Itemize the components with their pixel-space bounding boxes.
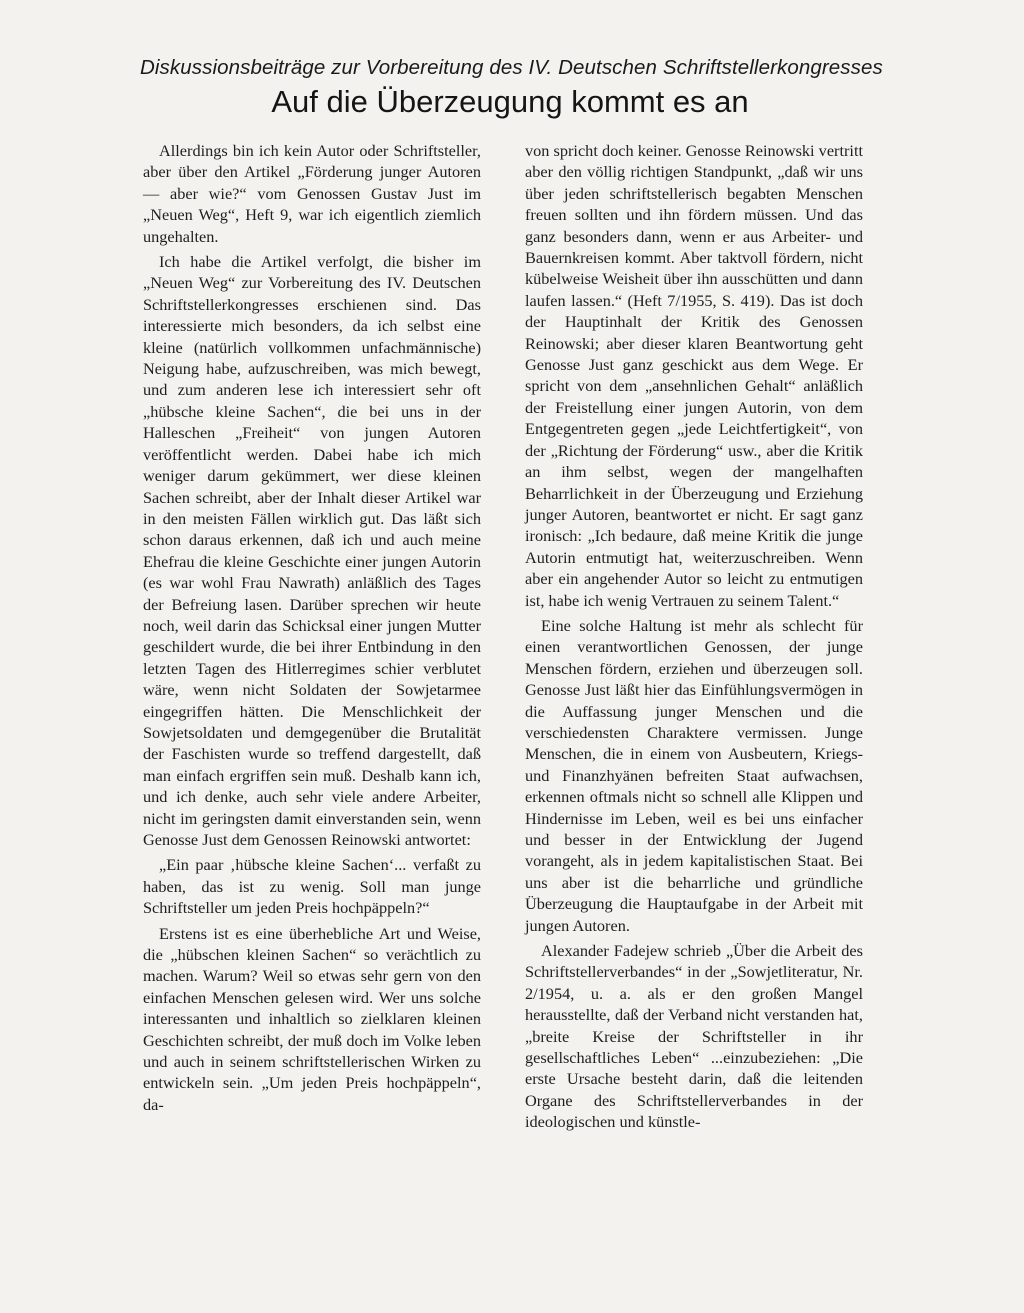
paragraph: Erstens ist es eine überhebliche Art und Weise, die „hübschen kleinen Sachen“ so verächtlich zu machen. Warum? Weil so etwas sehr gern von den einfachen Menschen gelesen wird. Wer uns solche interessanten und inhaltlich so zielklaren kleinen Geschichten schreibt, der muß doch im Volke leben und auch in seinem schriftstellerischen Wirken zu entwickeln sein. „Um jeden Preis hochpäppeln“, da- [143, 923, 481, 1114]
paragraph: Ich habe die Artikel verfolgt, die bisher im „Neuen Weg“ zur Vorbereitung des IV. Deutschen Schriftstellerkongresses erschienen sind. Das interessierte mich besonders, da ich selbst eine kleine (natürlich vollkommen unfachmännische) Neigung habe, aufzuschreiben, was mich bewegt, und zum anderen lese ich interessiert sehr oft „hübsche kleine Sachen“, die bei uns in der Halleschen „Freiheit“ von jungen Autoren veröffentlicht werden. Dabei habe ich mich weniger darum gekümmert, wer diese kleinen Sachen schreibt, aber der Inhalt dieser Artikel war in den meisten Fällen wirklich gut. Das läßt sich schon daraus erkennen, daß ich und auch meine Ehefrau die kleine Geschichte einer jungen Autorin (es war wohl Frau Nawrath) anläßlich des Tages der Befreiung lasen. Darüber sprechen wir heute noch, weil darin das Schicksal einer jungen Mutter geschildert wurde, die bei ihrer Entbindung in den letzten Tagen des Hitlerregimes schier verblutet wäre, wenn nicht Soldaten der Sowjetarmee eingegriffen hätten. Die Menschlichkeit der Sowjetsoldaten und demgegenüber die Brutalität der Faschisten wurde so treffend dargestellt, daß man einfach ergriffen sein muß. Deshalb kann ich, und ich denke, auch sehr viele andere Arbeiter, nicht im geringsten damit einverstanden sein, wenn Genosse Just dem Genossen Reinowski antwortet: [143, 252, 481, 849]
paragraph: Eine solche Haltung ist mehr als schlecht für einen verantwortlichen Genossen, der junge Menschen fördern, erziehen und überzeugen soll. Genosse Just läßt hier das Einfühlungsvermögen in die Auffassung junger Menschen und die verschiedensten Charaktere vermissen. Junge Menschen, die in einem von Ausbeutern, Kriegs- und Finanzhyänen befreiten Staat aufwachsen, erkennen oftmals nicht so schnell alle Klippen und Hindernisse im Leben, weil es bei uns einfacher und besser in der Entwicklung der Jugend vorangeht, als in jedem kapitalistischen Staat. Bei uns aber ist die beharrliche und gründliche Überzeugung die Hauptaufgabe in der Arbeit mit jungen Autoren. [525, 615, 863, 935]
paragraph: Allerdings bin ich kein Autor oder Schriftsteller, aber über den Artikel „Förderung junger Autoren — aber wie?“ vom Genossen Gustav Just im „Neuen Weg“, Heft 9, war ich eigentlich ziemlich ungehalten. [143, 141, 481, 246]
quote-paragraph: „Ein paar ‚hübsche kleine Sachen‘... verfaßt zu haben, das ist zu wenig. Soll man junge Schriftsteller um jeden Preis hochpäppeln?“ [143, 855, 481, 918]
series-kicker: Diskussionsbeiträge zur Vorbereitung des IV. Deutschen Schriftstellerkongresses [140, 56, 883, 79]
left-text-column [143, 140, 481, 1119]
paragraph: Alexander Fadejew schrieb „Über die Arbeit des Schriftstellerverbandes“ in der „Sowjetliteratur, Nr. 2/1954, u. a. als er den großen Mangel herausstellte, daß der Verband nicht verstanden hat, „breite Kreise der Schriftsteller in ihr gesellschaftliches Leben“ ...einzubeziehen: „Die erste Ursache besteht darin, daß die leitenden Organe des Schriftstellerverbandes in der ideologischen und künstle- [525, 941, 863, 1132]
article-title: Auf die Überzeugung kommt es an [271, 84, 749, 119]
paragraph: von spricht doch keiner. Genosse Reinowski vertritt aber den völlig richtigen Standpunkt, „daß wir uns über jeden schriftstellerisch begabten Menschen freuen sollten und ihn fördern müssen. Und das ganz besonders dann, wenn er aus Arbeiter- und Bauernkreisen kommt. Aber taktvoll fördern, nicht kübelweise Weisheit über ihn ausschütten und dann laufen lassen.“ (Heft 7/1955, S. 419). Das ist doch der Hauptinhalt der Kritik des Genossen Reinowski; aber dieser klaren Beantwortung geht Genosse Just ganz geschickt aus dem Wege. Er spricht von dem „ansehnlichen Gehalt“ anläßlich der Freistellung einer jungen Autorin, von dem Entgegentreten gegen „jede Leichtfertigkeit“, von der „Richtung der Förderung“ usw., aber die Kritik an ihm selbst, wegen der mangelhaften Beharrlichkeit in der Überzeugung und Erziehung junger Autoren, beantwortet er nicht. Er sagt ganz ironisch: „Ich bedaure, daß meine Kritik die junge Autorin entmutigt hat, weiterzuschreiben. Wenn aber ein angehender Autor so leicht zu entmutigen ist, habe ich wenig Vertrauen zu seinem Talent.“ [525, 141, 863, 610]
right-text-column [525, 140, 863, 1137]
